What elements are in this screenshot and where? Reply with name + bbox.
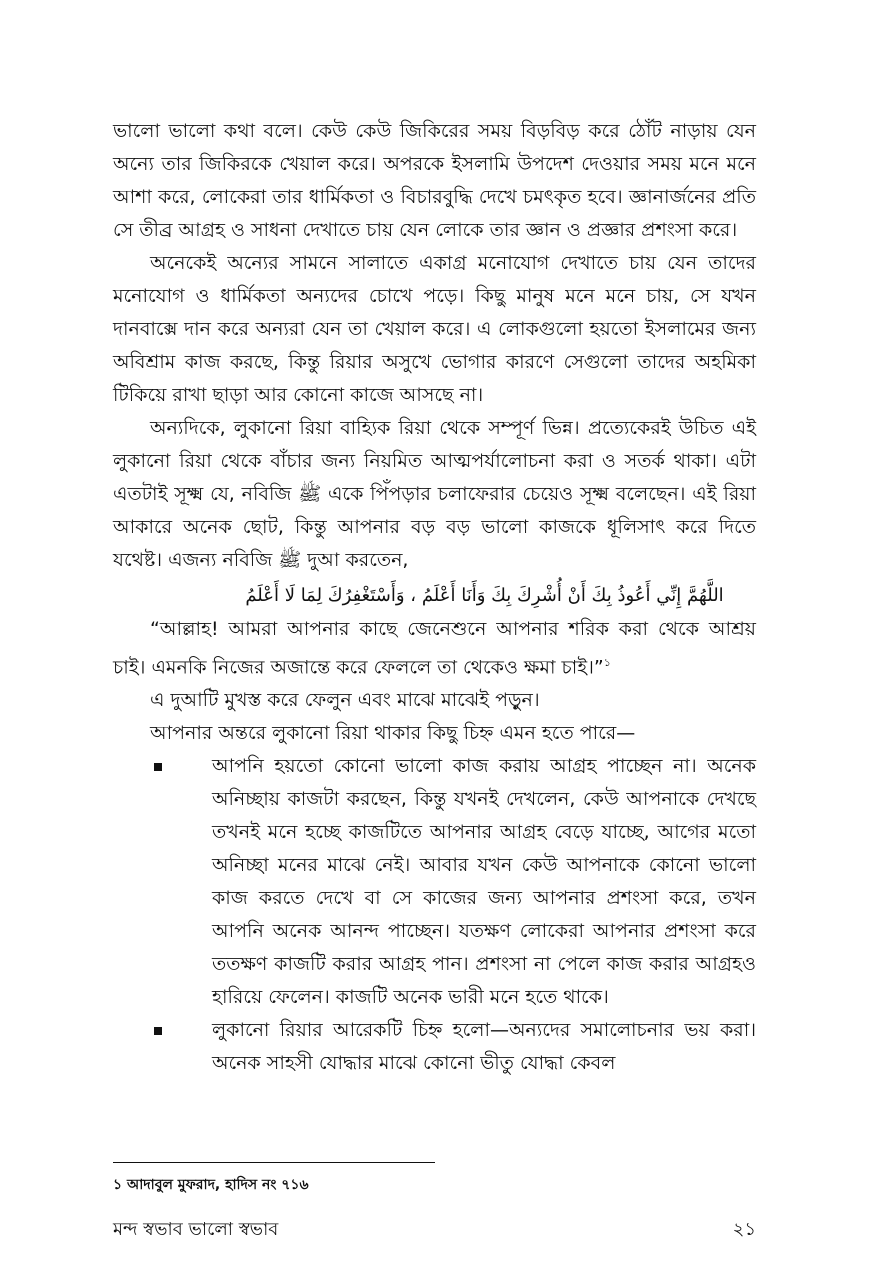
footnote-divider [113,1162,435,1163]
paragraph-3: অন্যদিকে, লুকানো রিয়া বাহ্যিক রিয়া থেকে সম্পূর্ণ ভিন্ন। প্রত্যেকেরই উচিত এই লুকানো রিয়া থেকে বাঁচার জন্য নিয়মিত আত্মপর্যালোচনা করা ও সতর্ক থাকা। এটা এতটাই সূক্ষ্ম যে, নবিজি ﷺ একে পিঁপড়ার চলাফেরার চেয়েও সূক্ষ্ম বলেছেন। এই রিয়া আকারে অনেক ছোট, কিন্তু আপনার বড় বড় ভালো কাজকে ধূলিসাৎ করে দিতে যথেষ্ট। এজন্য নবিজি ﷺ দুআ করতেন, [113,417,756,571]
signs-list [113,750,756,1080]
list-item [113,750,756,1014]
body-text [113,115,756,1080]
list-item-text: আপনি হয়তো কোনো ভালো কাজ করায় আগ্রহ পাচ্ছেন না। অনেক অনিচ্ছায় কাজটা করছেন, কিন্তু যখনই দেখলেন, কেউ আপনাকে দেখছে তখনই মনে হচ্ছে কাজটিতে আপনার আগ্রহ বেড়ে যাচ্ছে, আগের মতো অনিচ্ছা মনের মাঝে নেই। আবার যখন কেউ আপনাকে কোনো ভালো কাজ করতে দেখে বা সে কাজের জন্য আপনার প্রশংসা করে, তখন আপনি অনেক আনন্দ পাচ্ছেন। যতক্ষণ লোকেরা আপনার প্রশংসা করে ততক্ষণ কাজটি করার আগ্রহ পান। প্রশংসা না পেলে কাজ করার আগ্রহও হারিয়ে ফেলেন। কাজটি অনেক ভারী মনে হতে থাকে। [212,755,756,1009]
bullet-square-icon [154,763,162,771]
footnote: ১ আদাবুল মুফরাদ, হাদিস নং ৭১৬ [113,1177,309,1193]
list-item-text: লুকানো রিয়ার আরেকটি চিহ্ন হলো—অন্যদের সমালোচনার ভয় করা। অনেক সাহসী যোদ্ধার মাঝে কোনো ভীতু যোদ্ধা কেবল [212,1019,756,1075]
paragraph-2: অনেকেই অন্যের সামনে সালাতে একাগ্র মনোযোগ দেখাতে চায় যেন তাদের মনোযোগ ও ধার্মিকতা অন্যদের চোখে পড়ে। কিছু মানুষ মনে মনে চায়, সে যখন দানবাক্সে দান করে অন্যরা যেন তা খেয়াল করে। এ লোকগুলো হয়তো ইসলামের জন্য অবিশ্রাম কাজ করছে, কিন্তু রিয়ার অসুখে ভোগার কারণে সেগুলো তাদের অহমিকা টিকিয়ে রাখা ছাড়া আর কোনো কাজে আসছে না। [113,252,756,406]
signs-intro: আপনার অন্তরে লুকানো রিয়া থাকার কিছু চিহ্ন এমন হতে পারে— [150,722,636,745]
bullet-square-icon [154,1027,162,1035]
list-item [113,1014,756,1080]
arabic-dua: اللَّهُمَّ إِنِّي أَعُوذُ بِكَ أَنْ أُشْرِكَ بِكَ وَأَنَا أَعْلَمُ ، وَأَسْتَغْفِرُكَ لِمَا لَا أَعْلَمُ [245,585,724,606]
page-number: ২১ [732,1219,756,1240]
memorize-note: এ দুআটি মুখস্ত করে ফেলুন এবং মাঝে মাঝেই পড়ুন। [150,689,540,712]
footnote-marker: ১ [603,656,611,669]
dua-translation [113,613,756,684]
translation-text: “আল্লাহ! আমরা আপনার কাছে জেনেশুনে আপনার শরিক করা থেকে আশ্রয় চাই। এমনকি নিজের অজান্তে করে ফেললে তা থেকেও ক্ষমা চাই।” [113,618,756,679]
running-footer-title: মন্দ স্বভাব ভালো স্বভাব [113,1219,279,1240]
paragraph-1: ভালো ভালো কথা বলে। কেউ কেউ জিকিরের সময় বিড়বিড় করে ঠোঁট নাড়ায় যেন অন্যে তার জিকিরকে খেয়াল করে। অপরকে ইসলামি উপদেশ দেওয়ার সময় মনে মনে আশা করে, লোকেরা তার ধার্মিকতা ও বিচারবুদ্ধি দেখে চমৎকৃত হবে। জ্ঞানার্জনের প্রতি সে তীব্র আগ্রহ ও সাধনা দেখাতে চায় যেন লোকে তার জ্ঞান ও প্রজ্ঞার প্রশংসা করে। [113,120,756,241]
